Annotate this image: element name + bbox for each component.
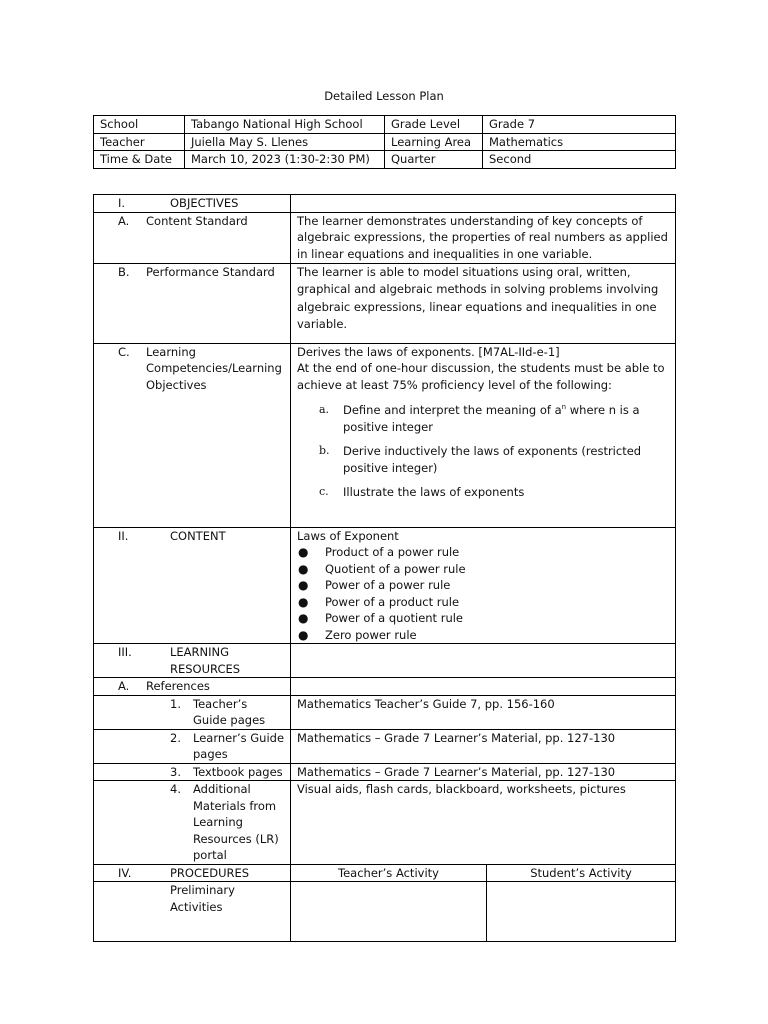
procedures-row	[94, 864, 676, 882]
law-item	[297, 594, 669, 611]
teacher-label: Teacher	[94, 133, 185, 151]
reference-num: 2.	[170, 730, 181, 745]
school-value: Tabango National High School	[185, 116, 385, 134]
quarter-label: Quarter	[385, 151, 483, 169]
reference-num: 4.	[170, 782, 181, 796]
content-row	[94, 527, 676, 644]
time-value: March 10, 2023 (1:30-2:30 PM)	[185, 151, 385, 169]
objectives-empty-cell	[291, 195, 676, 213]
performance-standard-text: The learner is able to model situations using oral, written, graphical and algebraic methods in solving problems involving algebraic expressions, linear equations and inequalities in one variable.	[291, 263, 676, 343]
competencies-label-cell	[94, 343, 291, 527]
teacher-value: Juiella May S. Llenes	[185, 133, 385, 151]
content-title: Laws of Exponent	[297, 528, 399, 543]
school-label: School	[94, 116, 185, 134]
competencies-code-line: Derives the laws of exponents. [M7AL-IId-e-1]	[297, 344, 560, 359]
performance-standard-row	[94, 263, 676, 343]
reference-value: Mathematics – Grade 7 Learner’s Material, pp. 127-130	[291, 763, 676, 781]
student-activity-cell	[487, 882, 676, 942]
competencies-row	[94, 343, 676, 527]
content-standard-row	[94, 212, 676, 263]
objective-item-c	[297, 484, 651, 501]
reference-num: 1.	[170, 696, 181, 711]
law-text: Power of a quotient rule	[325, 611, 464, 625]
law-item	[297, 561, 669, 578]
competencies-cell	[291, 343, 676, 527]
time-label: Time & Date	[94, 151, 185, 169]
content-standard-text: The learner demonstrates understanding of key concepts of algebraic expressions, the properties of real numbers as applied in linear equations and inequalities in one variable.	[291, 212, 676, 263]
reference-row	[94, 763, 676, 781]
reference-value: Mathematics – Grade 7 Learner’s Material, pp. 127-130	[291, 729, 676, 763]
bullet-icon: ●	[298, 561, 309, 576]
objective-mark-a: a.	[319, 403, 330, 416]
references-label-cell	[94, 678, 291, 696]
reference-label-cell	[94, 763, 291, 781]
laws-list	[297, 544, 669, 643]
content-standard-num: A.	[118, 213, 130, 228]
performance-standard-label-cell	[94, 263, 291, 343]
reference-label: Additional Materials from Learning Resources (LR) portal	[193, 782, 279, 862]
content-heading: CONTENT	[170, 528, 226, 543]
content-heading-cell	[94, 527, 291, 644]
lesson-plan-table	[93, 194, 676, 942]
info-row-teacher	[94, 133, 676, 151]
resources-row	[94, 644, 676, 678]
objective-text-b: Derive inductively the laws of exponents (restricted positive integer)	[343, 444, 642, 475]
area-label: Learning Area	[385, 133, 483, 151]
preliminary-label: Preliminary Activities	[170, 883, 235, 914]
objective-text-a	[343, 402, 651, 435]
objectives-heading: OBJECTIVES	[170, 196, 239, 210]
references-row	[94, 678, 676, 696]
reference-label-cell	[94, 781, 291, 865]
page-title: Detailed Lesson Plan	[324, 89, 444, 103]
content-cell	[291, 527, 676, 644]
objective-text-a-main: Define and interpret the meaning of a	[343, 403, 562, 417]
reference-value: Visual aids, flash cards, blackboard, worksheets, pictures	[291, 781, 676, 865]
reference-value: Mathematics Teacher’s Guide 7, pp. 156-160	[291, 695, 676, 729]
grade-value: Grade 7	[483, 116, 676, 134]
law-item	[297, 544, 669, 561]
objective-text-a-exponent: n	[561, 403, 567, 412]
reference-row	[94, 695, 676, 729]
teacher-activity-cell	[291, 882, 487, 942]
references-label: References	[146, 679, 210, 693]
procedures-heading: PROCEDURES	[170, 865, 250, 880]
student-activity-header: Student’s Activity	[487, 864, 676, 882]
info-row-school	[94, 116, 676, 134]
references-num: A.	[118, 679, 130, 693]
bullet-icon: ●	[298, 545, 309, 559]
grade-label: Grade Level	[385, 116, 483, 134]
procedures-num: IV.	[118, 865, 132, 880]
law-text: Product of a power rule	[325, 545, 460, 559]
content-standard-label: Content Standard	[146, 213, 248, 228]
law-text: Power of a product rule	[325, 594, 460, 609]
resources-empty-cell	[291, 644, 676, 678]
objective-text-c: Illustrate the laws of exponents	[343, 485, 525, 499]
objectives-list	[297, 402, 669, 501]
preliminary-row	[94, 882, 676, 942]
objective-item-b	[297, 443, 651, 476]
procedures-heading-cell	[94, 864, 291, 882]
bullet-icon: ●	[298, 594, 309, 609]
law-item	[297, 577, 669, 594]
competencies-label: Learning Competencies/Learning Objectives	[146, 344, 282, 392]
bullet-icon: ●	[298, 627, 309, 642]
resources-heading: LEARNING RESOURCES	[170, 645, 241, 676]
reference-row	[94, 729, 676, 763]
reference-label: Textbook pages	[193, 764, 283, 779]
reference-row	[94, 781, 676, 865]
bullet-icon: ●	[298, 611, 309, 625]
objectives-num: I.	[118, 196, 126, 210]
reference-label-cell	[94, 695, 291, 729]
area-value: Mathematics	[483, 133, 676, 151]
law-text: Quotient of a power rule	[325, 561, 466, 576]
bullet-icon: ●	[298, 578, 309, 592]
content-standard-label-cell	[94, 212, 291, 263]
objectives-heading-cell	[94, 195, 291, 213]
law-text: Power of a power rule	[325, 578, 451, 592]
objective-item-a	[297, 402, 651, 435]
info-row-time	[94, 151, 676, 169]
objective-text-a-tail: where n is a positive integer	[343, 403, 640, 434]
preliminary-label-cell	[94, 882, 291, 942]
reference-label: Teacher’s Guide pages	[193, 696, 266, 727]
performance-standard-label: Performance Standard	[146, 264, 275, 279]
reference-num: 3.	[170, 764, 181, 779]
law-item	[297, 627, 669, 644]
references-empty-cell	[291, 678, 676, 696]
resources-heading-cell	[94, 644, 291, 678]
preliminary-spacer	[94, 882, 170, 915]
quarter-value: Second	[483, 151, 676, 169]
info-table	[93, 115, 676, 169]
competencies-num: C.	[118, 344, 130, 359]
teacher-activity-header: Teacher’s Activity	[291, 864, 487, 882]
competencies-intro: At the end of one-hour discussion, the students must be able to achieve at least 75% proficiency level of the following:	[297, 361, 665, 392]
reference-label-cell	[94, 729, 291, 763]
law-item	[297, 610, 669, 627]
content-num: II.	[118, 528, 129, 543]
law-text: Zero power rule	[325, 627, 417, 642]
objectives-row	[94, 195, 676, 213]
objective-mark-c: c.	[319, 485, 329, 498]
reference-label: Learner’s Guide pages	[193, 730, 285, 761]
objective-mark-b: b.	[319, 444, 330, 457]
resources-num: III.	[118, 645, 132, 659]
performance-standard-num: B.	[118, 264, 130, 279]
